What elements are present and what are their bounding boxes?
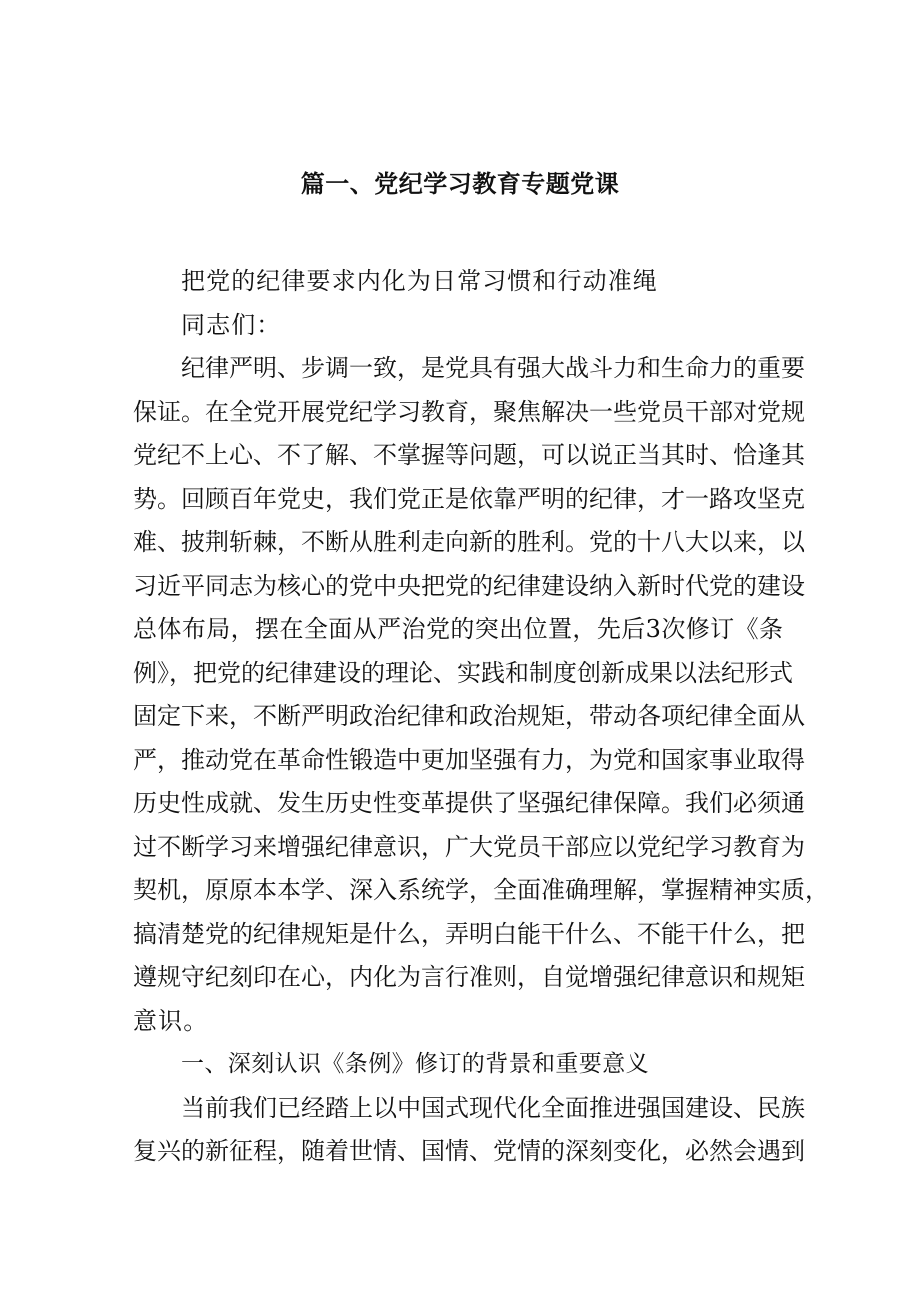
document-title: 篇一、党纪学习教育专题党课: [300, 170, 620, 198]
section-heading: 一、深刻认识《条例》修订的背景和重要意义: [181, 1051, 649, 1077]
subtitle: 把党的纪律要求内化为日常习惯和行动准绳: [181, 267, 658, 295]
paragraph-line: 例》，把党的纪律建设的理论、实践和制度创新成果以法纪形式: [133, 659, 793, 687]
paragraph-line: 习近平同志为核心的党中央把党的纪律建设纳入新时代党的建设: [133, 572, 805, 600]
paragraph-line: 历史性成就、发生历史性变革提供了坚强纪律保障。我们必须通: [133, 789, 805, 817]
paragraph-line: 搞清楚党的纪律规矩是什么，弄明白能干什么、不能干什么，把: [133, 920, 805, 948]
paragraph-line: 当前我们已经踏上以中国式现代化全面推进强国建设、民族: [181, 1094, 805, 1122]
paragraph-line: 总体布局，摆在全面从严治党的突出位置，先后3次修订《条: [133, 615, 783, 643]
paragraph-line: 意识。: [133, 1007, 209, 1035]
paragraph-line: 保证。在全党开展党纪学习教育，聚焦解决一些党员干部对党规: [133, 398, 805, 426]
paragraph-line: 复兴的新征程，随着世情、国情、党情的深刻变化，必然会遇到: [133, 1137, 805, 1165]
paragraph-line: 固定下来，不断严明政治纪律和政治规矩，带动各项纪律全面从: [133, 702, 805, 730]
paragraph-line: 契机，原原本本学、深入系统学，全面准确理解，掌握精神实质，: [133, 876, 829, 904]
salutation: 同志们：: [181, 311, 282, 339]
paragraph-line: 过不断学习来增强纪律意识，广大党员干部应以党纪学习教育为: [133, 833, 805, 861]
paragraph-line: 势。回顾百年党史，我们党正是依靠严明的纪律，才一路攻坚克: [133, 485, 805, 513]
paragraph-line: 纪律严明、步调一致，是党具有强大战斗力和生命力的重要: [181, 354, 805, 382]
paragraph-line: 严，推动党在革命性锻造中更加坚强有力，为党和国家事业取得: [133, 746, 805, 774]
paragraph-line: 遵规守纪刻印在心，内化为言行准则，自觉增强纪律意识和规矩: [133, 963, 805, 991]
paragraph-line: 党纪不上心、不了解、不掌握等问题，可以说正当其时、恰逢其: [133, 441, 805, 469]
paragraph-line: 难、披荆斩棘，不断从胜利走向新的胜利。党的十八大以来，以: [133, 528, 805, 556]
